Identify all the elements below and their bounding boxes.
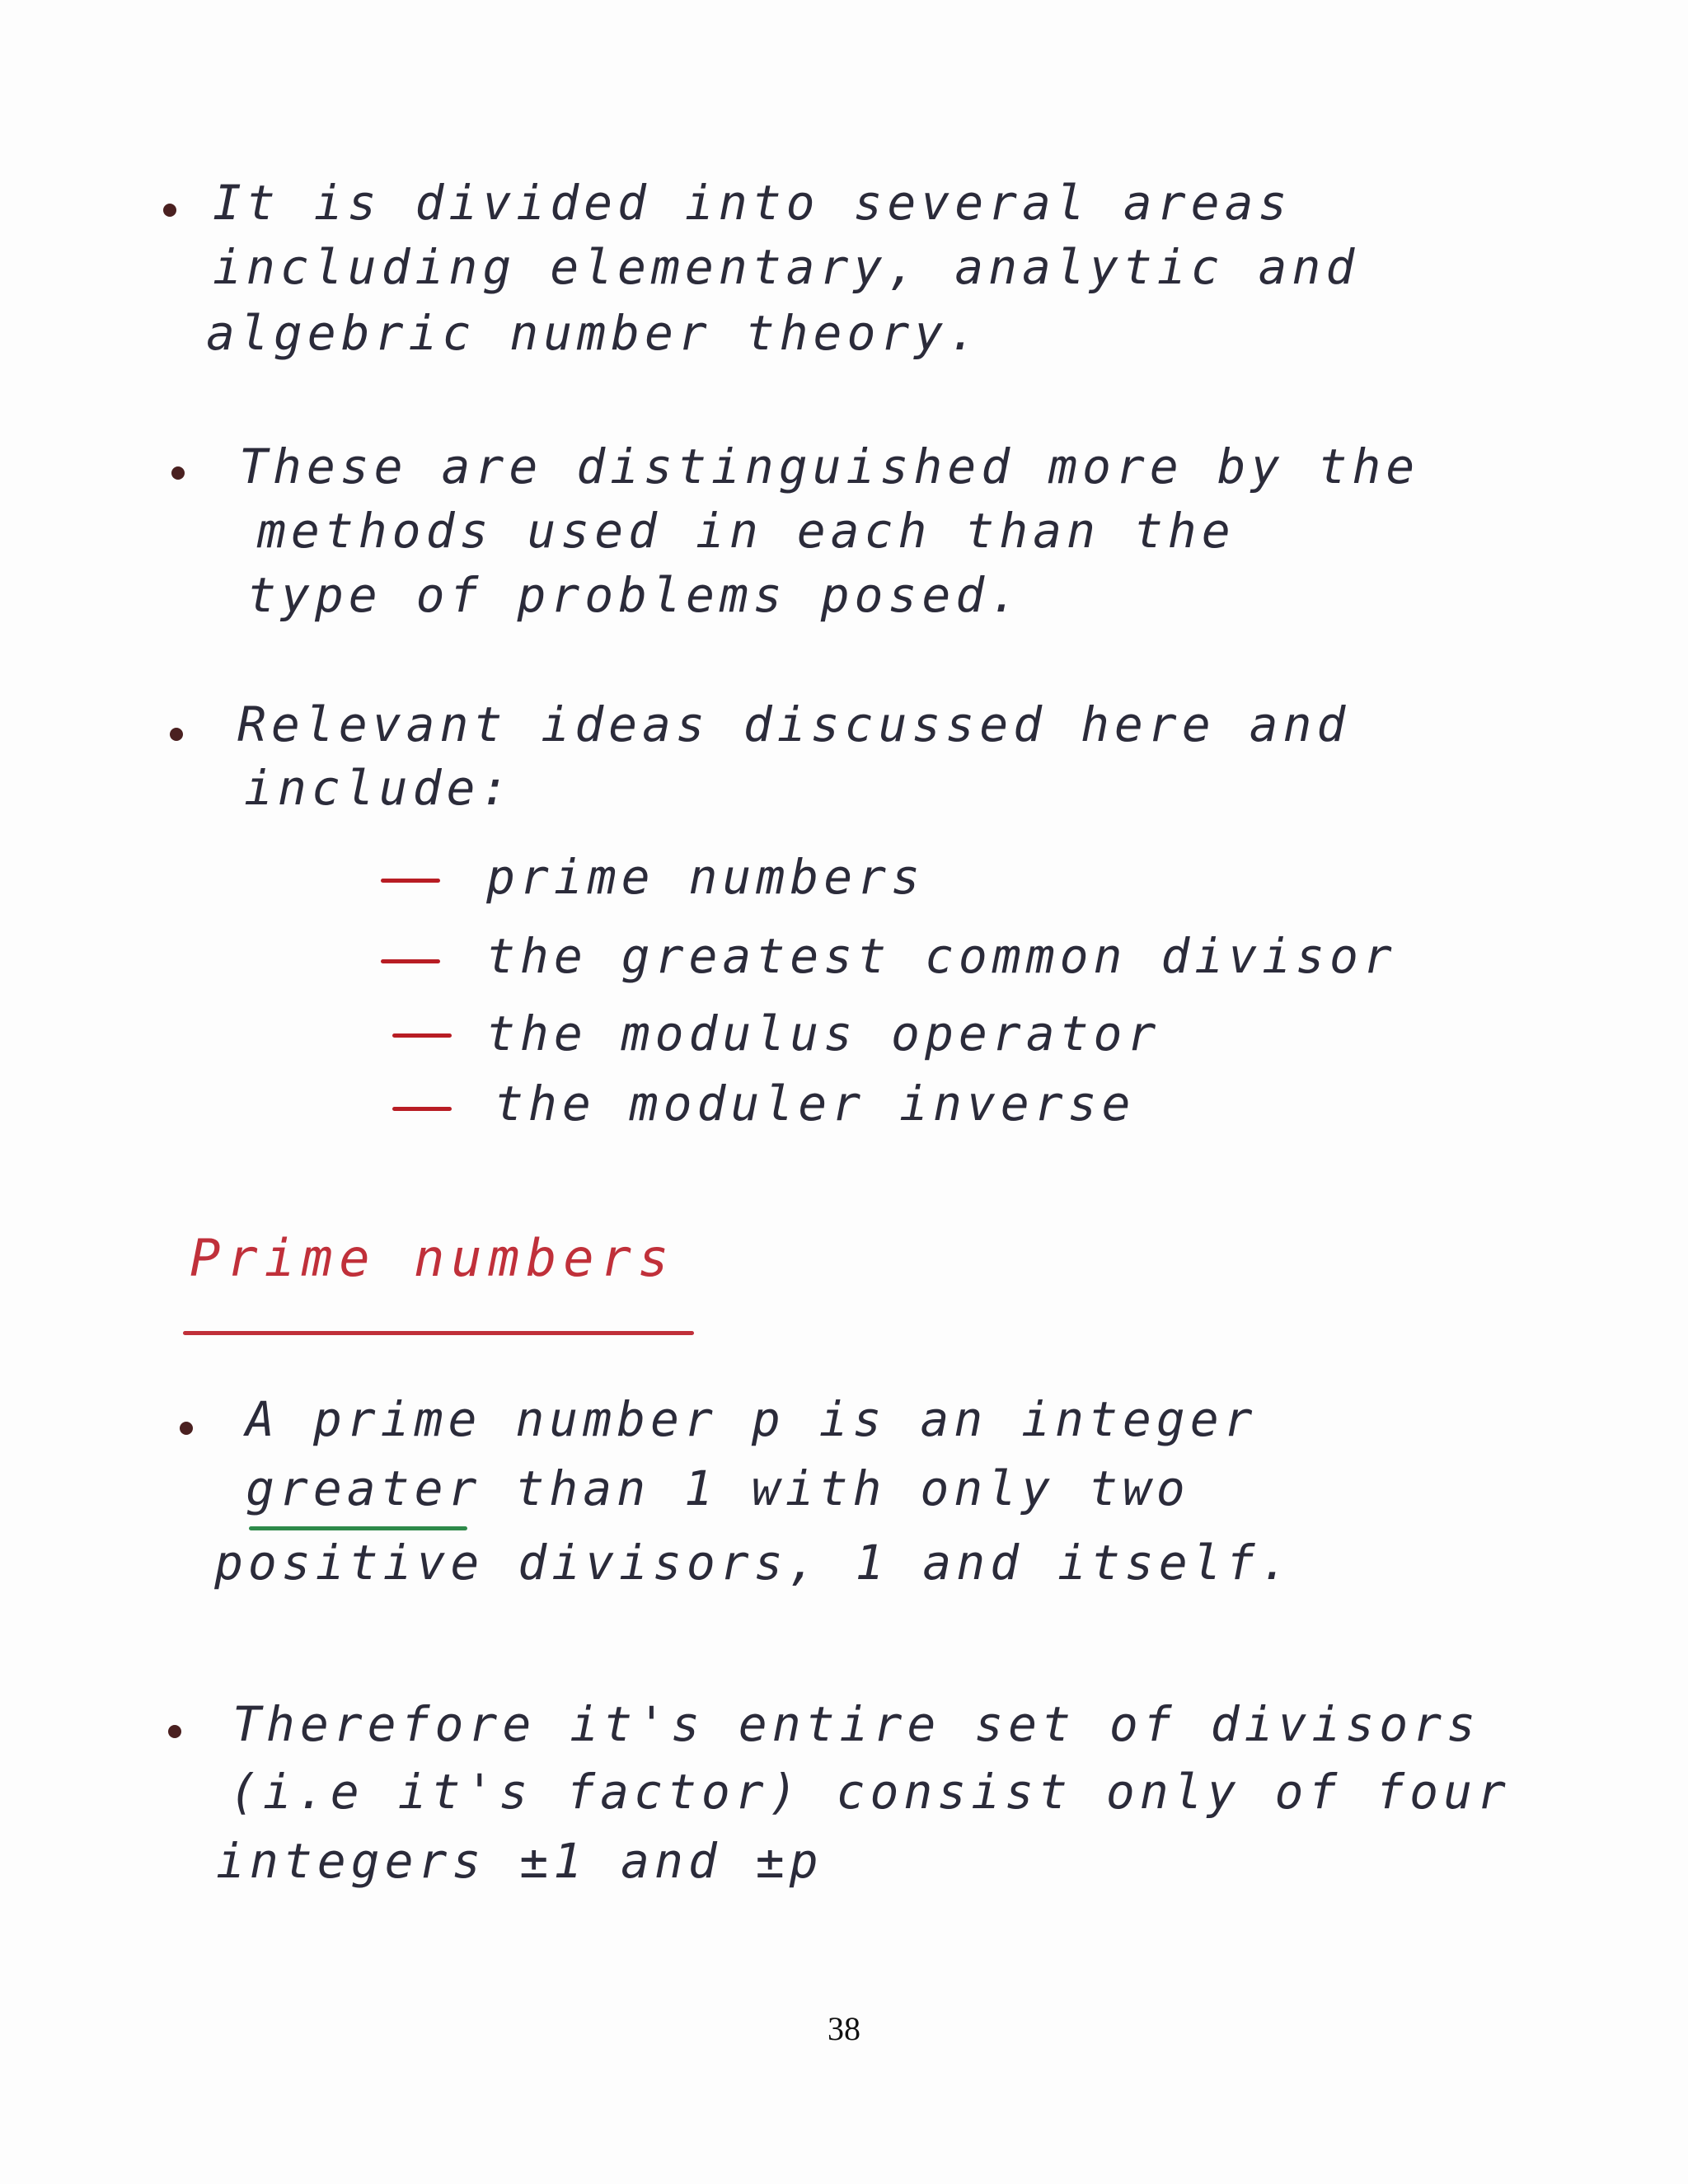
bullet-point xyxy=(168,1725,181,1738)
bullet-point xyxy=(171,466,185,480)
note-line: integers ±1 and ±p xyxy=(216,1833,823,1889)
bullet-point xyxy=(163,204,176,217)
list-item: the moduler inverse xyxy=(495,1076,1136,1132)
note-line: Therefore it's entire set of divisors xyxy=(232,1696,1481,1752)
note-line: type of problems posed. xyxy=(247,567,1024,623)
list-dash xyxy=(392,1107,452,1111)
heading-underline xyxy=(183,1331,694,1335)
note-line: It is divided into several areas xyxy=(213,175,1292,231)
note-line: methods used in each than the xyxy=(257,503,1236,559)
list-item: prime numbers xyxy=(486,849,925,905)
note-line: positive divisors, 1 and itself. xyxy=(214,1535,1294,1591)
bullet-point xyxy=(180,1422,193,1435)
emphasis-underline xyxy=(249,1526,467,1530)
note-line: Relevant ideas discussed here and xyxy=(237,696,1351,752)
note-line: These are distinguished more by the xyxy=(239,438,1420,494)
note-line: including elementary, analytic and xyxy=(213,239,1360,295)
list-dash xyxy=(381,879,440,883)
page-number: 38 xyxy=(828,2010,860,2047)
note-line: include: xyxy=(244,760,514,816)
list-dash xyxy=(392,1033,452,1038)
section-heading: Prime numbers xyxy=(190,1228,676,1288)
note-line: algebric number theory. xyxy=(206,305,982,361)
list-item: the greatest common divisor xyxy=(486,928,1397,984)
list-item: the modulus operator xyxy=(486,1005,1161,1062)
bullet-point xyxy=(170,728,183,741)
list-dash xyxy=(381,959,440,963)
note-line: (i.e it's factor) consist only of four xyxy=(229,1764,1511,1820)
note-line: greater than 1 with only two xyxy=(246,1460,1190,1516)
note-line: A prime number p is an integer xyxy=(246,1391,1258,1447)
